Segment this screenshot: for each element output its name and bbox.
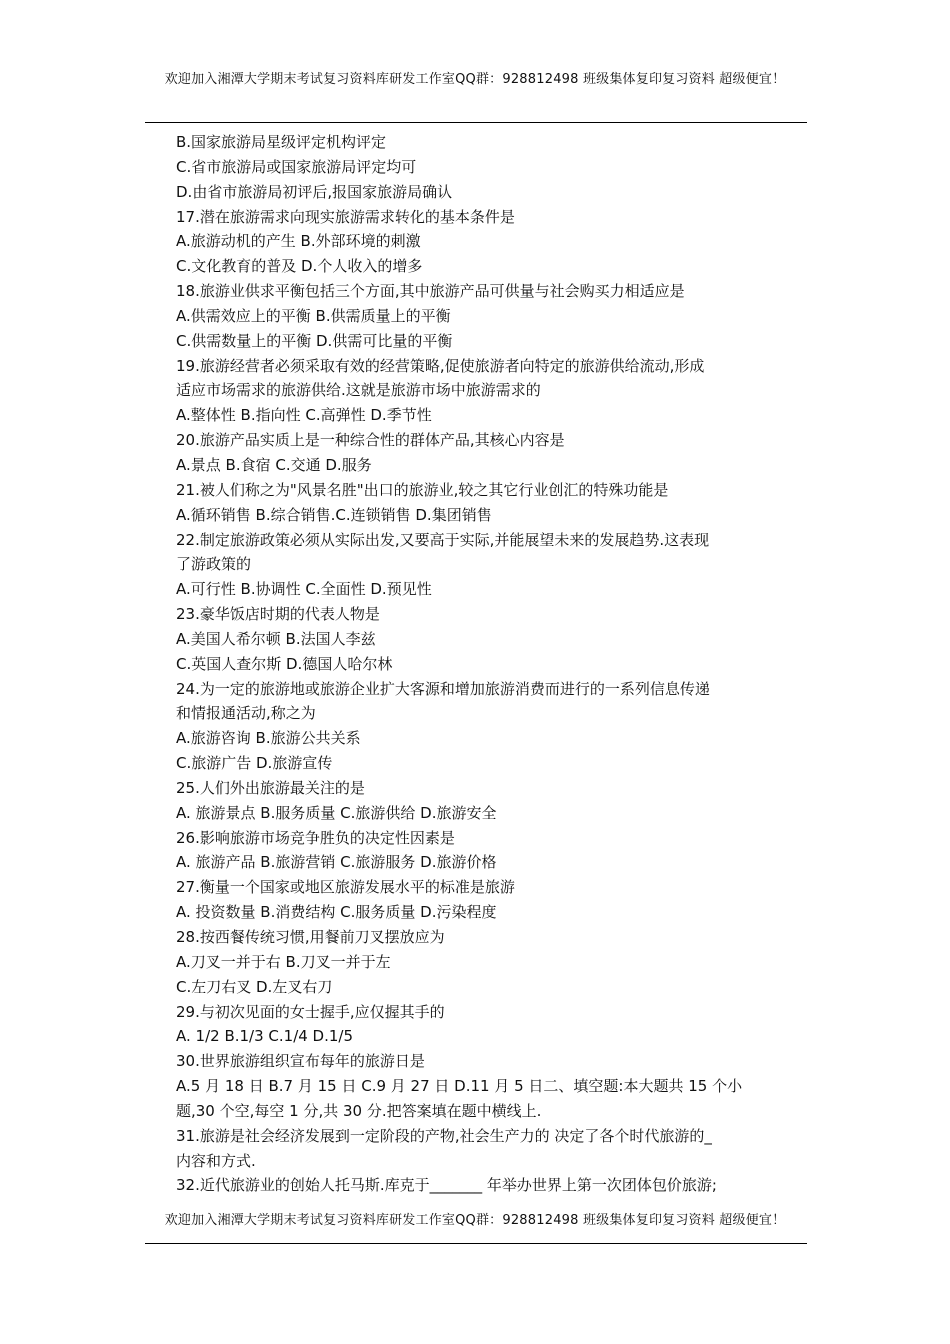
page-footer: 欢迎加入湘潭大学期末考试复习资料库研发工作室QQ群：928812498 班级集体复印复习资料 超级便宜！ bbox=[164, 1213, 786, 1228]
text-line: 内容和方式. bbox=[176, 1151, 256, 1170]
text-line: A. 旅游景点 B.服务质量 C.旅游供给 D.旅游安全 bbox=[176, 803, 497, 822]
question-31: 31.旅游是社会经济发展到一定阶段的产物,社会生产力的 决定了各个时代旅游的_ bbox=[176, 1126, 712, 1145]
text-line: 题,30 个空,每空 1 分,共 30 分.把答案填在题中横线上. bbox=[176, 1101, 542, 1120]
text-line: C.左刀右叉 D.左叉右刀 bbox=[176, 977, 333, 996]
header-divider bbox=[145, 122, 807, 123]
question-25: 25.人们外出旅游最关注的是 bbox=[176, 778, 365, 797]
question-22: 22.制定旅游政策必须从实际出发,又要高于实际,并能展望未来的发展趋势.这表现 bbox=[176, 530, 710, 549]
text-line: 和情报通活动,称之为 bbox=[176, 704, 316, 723]
page-header: 欢迎加入湘潭大学期末考试复习资料库研发工作室QQ群：928812498 班级集体复印复习资料 超级便宜！ bbox=[164, 72, 786, 87]
text-line: A. 旅游产品 B.旅游营销 C.旅游服务 D.旅游价格 bbox=[176, 853, 497, 872]
document-body bbox=[176, 130, 816, 1198]
question-24: 24.为一定的旅游地或旅游企业扩大客源和增加旅游消费而进行的一系列信息传递 bbox=[176, 679, 710, 698]
text-line: C.省市旅游局或国家旅游局评定均可 bbox=[176, 157, 417, 176]
question-27: 27.衡量一个国家或地区旅游发展水平的标准是旅游 bbox=[176, 878, 515, 897]
text-line: A.5 月 18 日 B.7 月 15 日 C.9 月 27 日 D.11 月 5 日二、填空题:本大题共 15 个小 bbox=[176, 1077, 743, 1096]
text-line: A.景点 B.食宿 C.交通 D.服务 bbox=[176, 455, 372, 474]
question-20: 20.旅游产品实质上是一种综合性的群体产品,其核心内容是 bbox=[176, 431, 565, 450]
text-line: A.旅游动机的产生 B.外部环境的刺激 bbox=[176, 232, 421, 251]
text-line: A.整体性 B.指向性 C.高弹性 D.季节性 bbox=[176, 406, 432, 425]
text-line: D.由省市旅游局初评后,报国家旅游局确认 bbox=[176, 182, 453, 201]
text-line: A.供需效应上的平衡 B.供需质量上的平衡 bbox=[176, 306, 451, 325]
text-line: A. 1/2 B.1/3 C.1/4 D.1/5 bbox=[176, 1027, 354, 1046]
question-28: 28.按西餐传统习惯,用餐前刀叉摆放应为 bbox=[176, 928, 445, 946]
text-line: A.刀叉一并于右 B.刀叉一并于左 bbox=[176, 952, 391, 971]
text-line: A.旅游咨询 B.旅游公共关系 bbox=[176, 729, 361, 748]
question-32: 32.近代旅游业的创始人托马斯.库克于_______ 年举办世界上第一次团体包价旅游; bbox=[176, 1176, 717, 1195]
text-line: A.可行性 B.协调性 C.全面性 D.预见性 bbox=[176, 580, 432, 599]
question-19: 19.旅游经营者必须采取有效的经营策略,促使旅游者向特定的旅游供给流动,形成 bbox=[176, 356, 705, 375]
text-line: A.循环销售 B.综合销售.C.连锁销售 D.集团销售 bbox=[176, 505, 492, 524]
text-line: C.英国人查尔斯 D.德国人哈尔林 bbox=[176, 654, 393, 673]
question-21: 21.被人们称之为"风景名胜"出口的旅游业,较之其它行业创汇的特殊功能是 bbox=[176, 480, 669, 499]
text-line: B.国家旅游局星级评定机构评定 bbox=[176, 133, 387, 151]
text-line: A. 投资数量 B.消费结构 C.服务质量 D.污染程度 bbox=[176, 903, 497, 922]
question-29: 29.与初次见面的女士握手,应仅握其手的 bbox=[176, 1002, 445, 1021]
question-17: 17.潜在旅游需求向现实旅游需求转化的基本条件是 bbox=[176, 207, 515, 226]
question-30: 30.世界旅游组织宣布每年的旅游日是 bbox=[176, 1052, 425, 1071]
footer-divider bbox=[145, 1243, 807, 1244]
question-26: 26.影响旅游市场竞争胜负的决定性因素是 bbox=[176, 828, 455, 847]
text-line: A.美国人希尔顿 B.法国人李兹 bbox=[176, 629, 376, 648]
text-line: C.文化教育的普及 D.个人收入的增多 bbox=[176, 257, 423, 276]
text-line: 适应市场需求的旅游供给.这就是旅游市场中旅游需求的 bbox=[176, 381, 541, 400]
question-18: 18.旅游业供求平衡包括三个方面,其中旅游产品可供量与社会购买力相适应是 bbox=[176, 282, 685, 301]
text-line: C.旅游广告 D.旅游宣传 bbox=[176, 754, 333, 773]
question-23: 23.豪华饭店时期的代表人物是 bbox=[176, 605, 380, 624]
text-line: C.供需数量上的平衡 D.供需可比量的平衡 bbox=[176, 331, 453, 350]
text-line: 了游政策的 bbox=[176, 555, 252, 574]
